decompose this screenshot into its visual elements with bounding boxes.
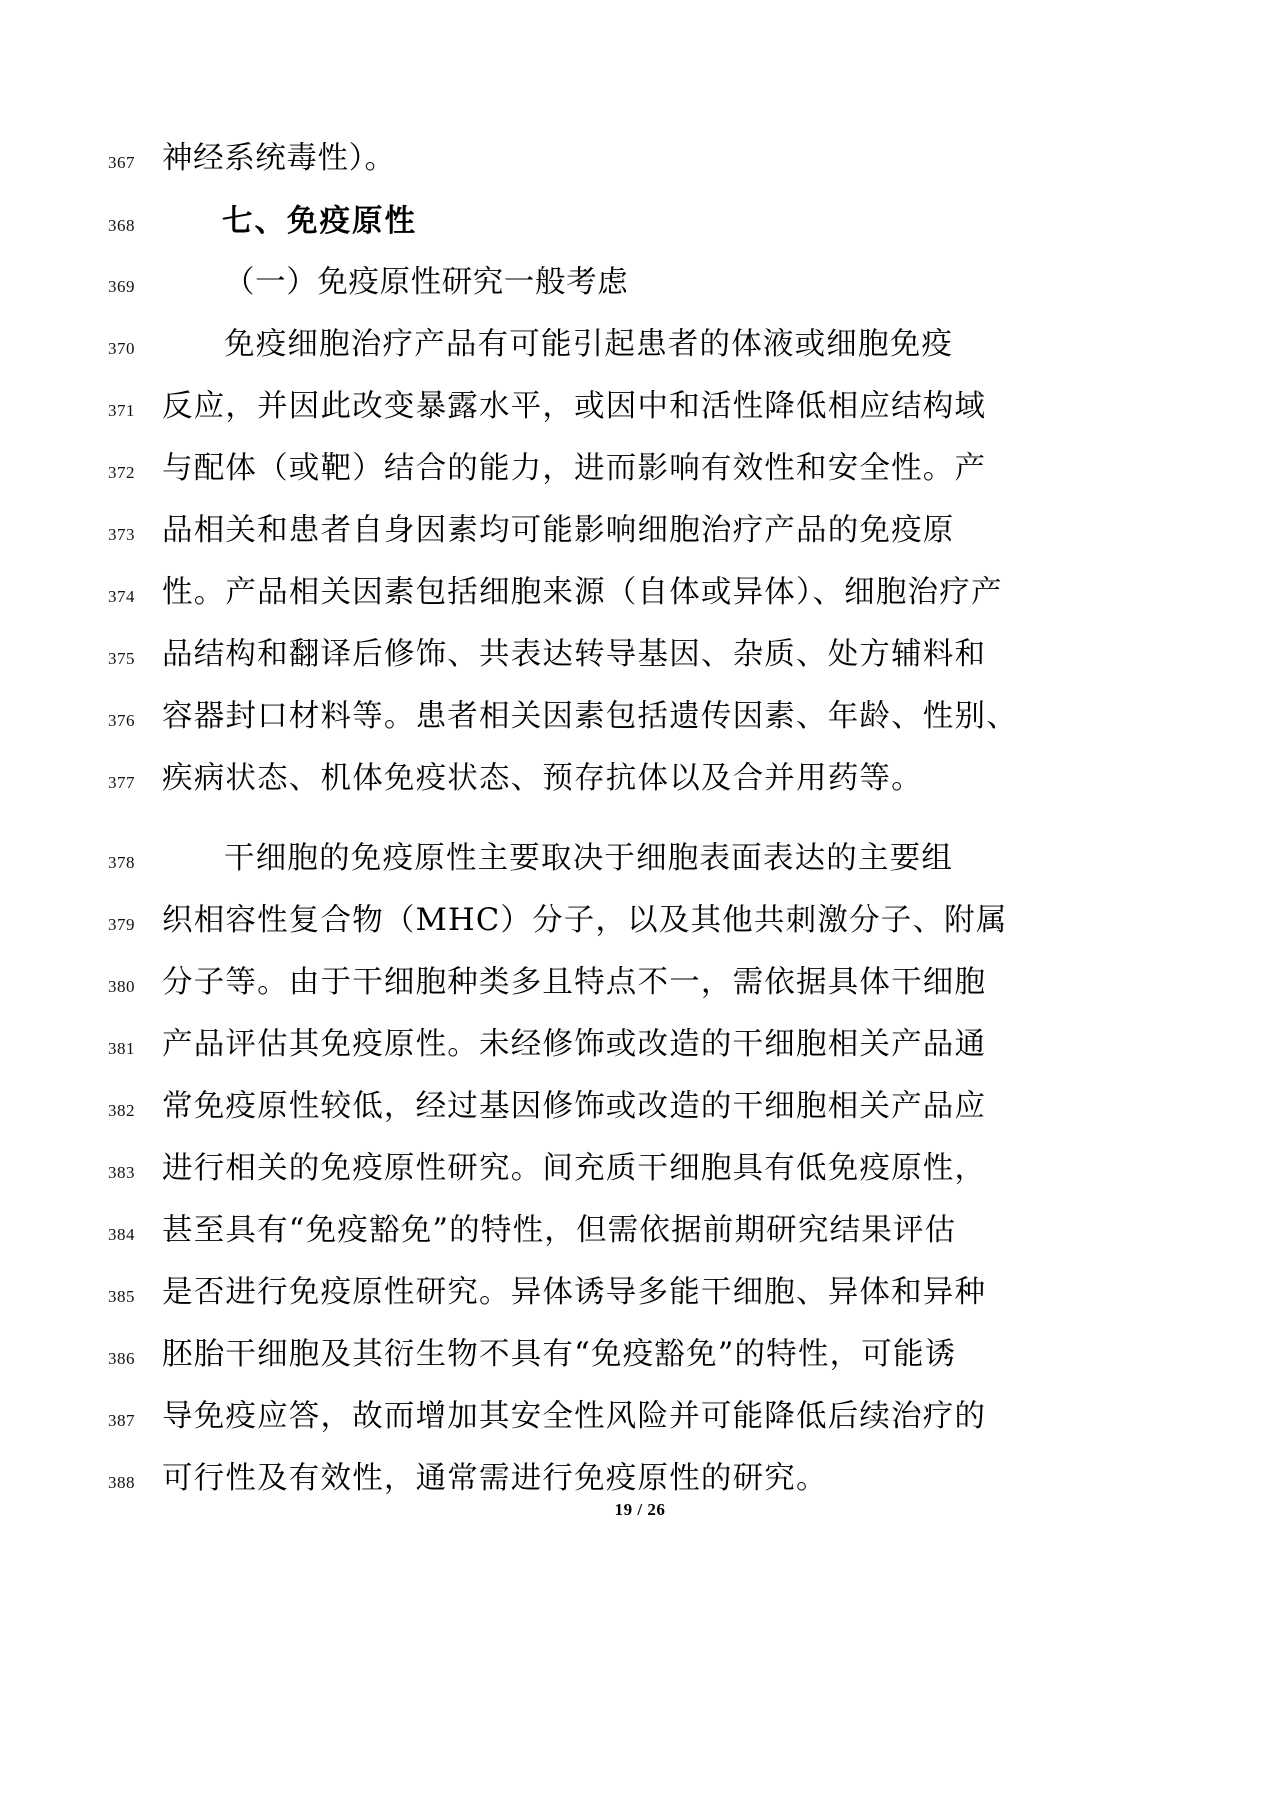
line-number: 370	[108, 339, 135, 358]
text-line	[108, 1014, 1108, 1076]
text-line	[108, 1324, 1108, 1386]
line-text: 神经系统毒性）。	[162, 141, 396, 176]
subsection-heading: （一）免疫原性研究一般考虑	[224, 265, 629, 300]
text-line	[108, 686, 1108, 748]
line-number: 368	[108, 216, 135, 235]
line-text: 反应，并因此改变暴露水平，或因中和活性降低相应结构域	[162, 389, 987, 424]
text-line	[108, 828, 1108, 890]
document-body	[108, 128, 1108, 1510]
line-number: 379	[108, 915, 135, 934]
line-number: 372	[108, 463, 135, 482]
text-line	[108, 1138, 1108, 1200]
line-text: 性。产品相关因素包括细胞来源（自体或异体）、细胞治疗产	[162, 575, 1003, 610]
line-number: 385	[108, 1287, 135, 1306]
text-line	[108, 1200, 1108, 1262]
line-number: 382	[108, 1101, 135, 1120]
text-line	[108, 376, 1108, 438]
line-text: 是否进行免疫原性研究。异体诱导多能干细胞、异体和异种	[162, 1275, 987, 1310]
line-text: 导免疫应答，故而增加其安全性风险并可能降低后续治疗的	[162, 1399, 987, 1434]
line-number: 381	[108, 1039, 135, 1058]
line-number: 373	[108, 525, 135, 544]
line-text: 品结构和翻译后修饰、共表达转导基因、杂质、处方辅料和	[162, 637, 987, 672]
line-text: 可行性及有效性，通常需进行免疫原性的研究。	[162, 1461, 828, 1496]
line-number: 374	[108, 587, 135, 606]
line-number: 377	[108, 773, 135, 792]
text-line	[108, 314, 1108, 376]
line-text: 免疫细胞治疗产品有可能引起患者的体液或细胞免疫	[224, 327, 954, 362]
text-line	[108, 128, 1108, 190]
section-heading-line	[108, 190, 1108, 252]
line-text: 容器封口材料等。患者相关因素包括遗传因素、年龄、性别、	[162, 699, 1018, 734]
text-line	[108, 1076, 1108, 1138]
line-number: 383	[108, 1163, 135, 1182]
line-text: 疾病状态、机体免疫状态、预存抗体以及合并用药等。	[162, 761, 923, 796]
text-line	[108, 890, 1108, 952]
line-text: 干细胞的免疫原性主要取决于细胞表面表达的主要组	[224, 841, 954, 876]
line-number: 386	[108, 1349, 135, 1368]
text-line	[108, 562, 1108, 624]
line-number: 369	[108, 277, 135, 296]
text-line	[108, 748, 1108, 810]
section-heading: 七、免疫原性	[222, 203, 417, 239]
line-text: 与配体（或靶）结合的能力，进而影响有效性和安全性。产	[162, 451, 987, 486]
page-footer: 19 / 26	[614, 1500, 666, 1519]
line-number: 378	[108, 853, 135, 872]
line-text: 进行相关的免疫原性研究。间充质干细胞具有低免疫原性，	[162, 1151, 987, 1186]
text-line	[108, 1386, 1108, 1448]
text-line	[108, 1262, 1108, 1324]
text-line	[108, 624, 1108, 686]
subsection-heading-line	[108, 252, 1108, 314]
text-line	[108, 438, 1108, 500]
line-number: 376	[108, 711, 135, 730]
line-number: 384	[108, 1225, 135, 1244]
line-text: 分子等。由于干细胞种类多且特点不一，需依据具体干细胞	[162, 965, 987, 1000]
line-number: 380	[108, 977, 135, 996]
line-text: 品相关和患者自身因素均可能影响细胞治疗产品的免疫原	[162, 513, 955, 548]
line-number: 367	[108, 153, 135, 172]
line-number: 387	[108, 1411, 135, 1430]
line-text: 产品评估其免疫原性。未经修饰或改造的干细胞相关产品通	[162, 1027, 987, 1062]
text-line	[108, 952, 1108, 1014]
line-text: 织相容性复合物（MHC）分子，以及其他共刺激分子、附属	[162, 903, 1008, 938]
text-line	[108, 500, 1108, 562]
line-number: 375	[108, 649, 135, 668]
line-number: 388	[108, 1473, 135, 1492]
line-number: 371	[108, 401, 135, 420]
paragraph-gap	[108, 810, 1108, 828]
line-text: 甚至具有“免疫豁免”的特性，但需依据前期研究结果评估	[162, 1213, 957, 1248]
line-text: 胚胎干细胞及其衍生物不具有“免疫豁免”的特性，可能诱	[162, 1337, 957, 1372]
line-text: 常免疫原性较低，经过基因修饰或改造的干细胞相关产品应	[162, 1089, 987, 1124]
